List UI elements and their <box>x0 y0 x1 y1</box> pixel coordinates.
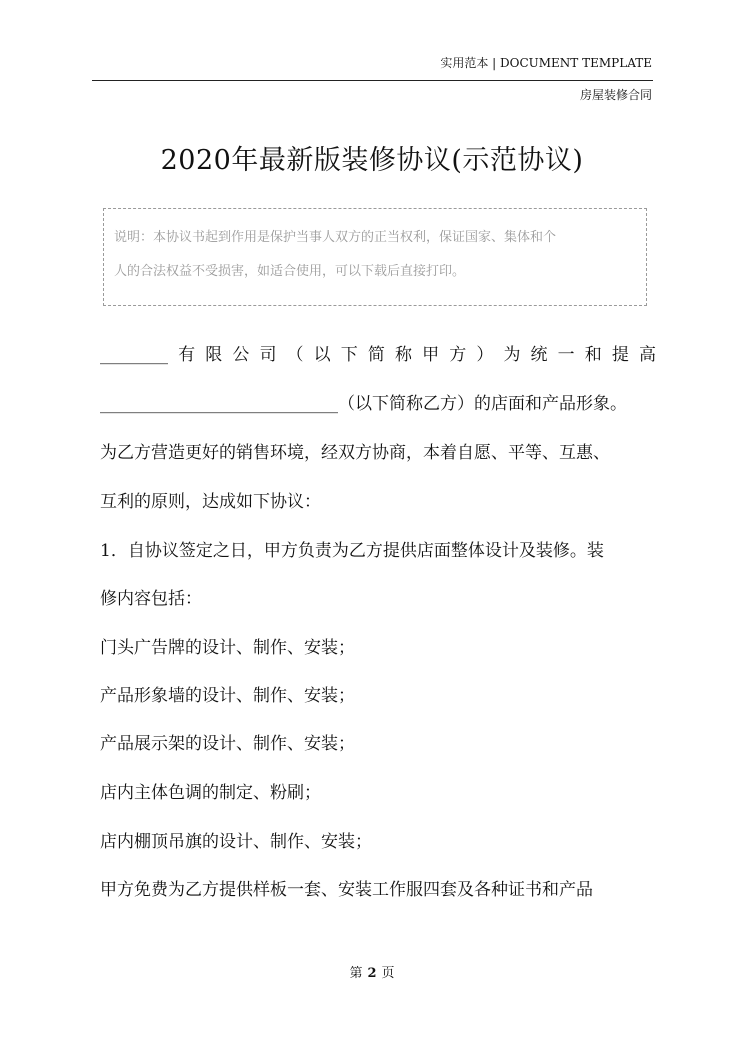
body-line-8: 产品形象墙的设计、制作、安装； <box>100 686 355 706</box>
body-line-4: 互利的原则，达成如下协议： <box>100 492 321 512</box>
body-line-7: 门头广告牌的设计、制作、安装； <box>100 638 355 658</box>
page-number: 2 <box>367 966 377 981</box>
header-document-template: 实用范本 | DOCUMENT TEMPLATE <box>440 56 652 70</box>
header-document-category: 房屋装修合同 <box>579 88 652 102</box>
note-line-2: 人的合法权益不受损害，如适合使用，可以下载后直接打印。 <box>114 264 466 279</box>
page-label-suffix: 页 <box>381 966 395 981</box>
body-line-3: 为乙方营造更好的销售环境，经双方协商，本着自愿、平等、互惠、 <box>100 443 610 463</box>
header-rule <box>92 80 653 81</box>
body-line-1: ________有限公司（以下简称甲方）为统一和提高 <box>100 345 656 365</box>
document-title: 2020年最新版装修协议(示范协议) <box>160 145 584 176</box>
body-line-2: ____________________________（以下简称乙方）的店面和产品形象。 <box>100 394 627 414</box>
body-line-12: 甲方免费为乙方提供样板一套、安装工作服四套及各种证书和产品 <box>100 880 593 900</box>
body-line-9: 产品展示架的设计、制作、安装； <box>100 734 355 754</box>
page-label-prefix: 第 <box>349 966 363 981</box>
page-footer <box>0 962 744 981</box>
note-line-1: 说明：本协议书起到作用是保护当事人双方的正当权利，保证国家、集体和个 <box>114 230 557 245</box>
body-line-10: 店内主体色调的制定、粉刷； <box>100 783 321 803</box>
body-line-11: 店内棚顶吊旗的设计、制作、安装； <box>100 832 372 852</box>
body-line-6: 修内容包括： <box>100 589 202 609</box>
body-line-5: 1．自协议签定之日，甲方负责为乙方提供店面整体设计及装修。装 <box>100 541 604 561</box>
note-box <box>103 208 647 306</box>
